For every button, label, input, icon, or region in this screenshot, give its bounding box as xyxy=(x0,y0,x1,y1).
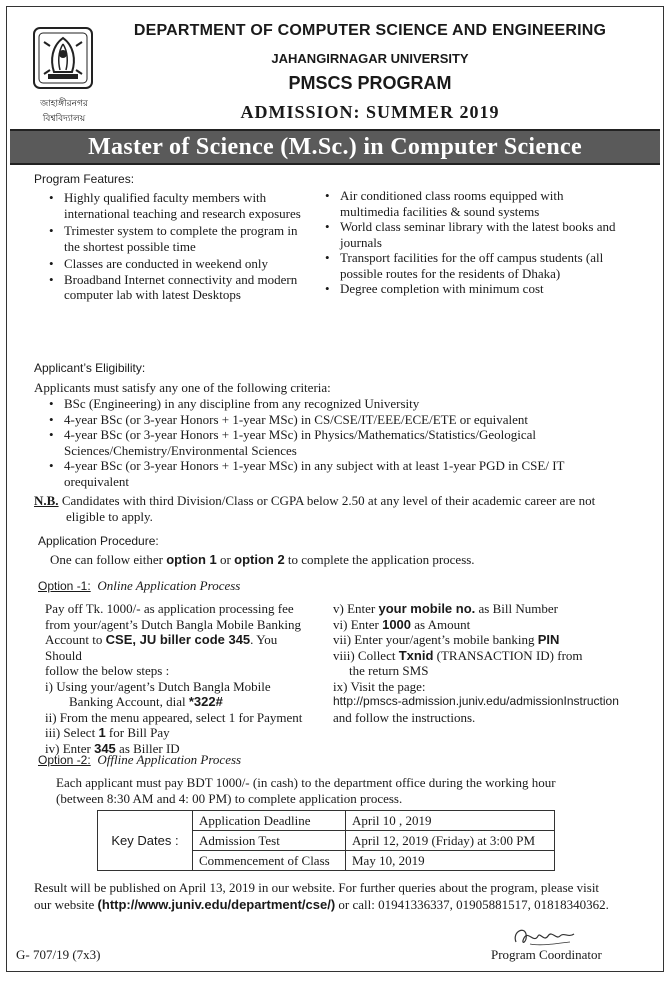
procedure-intro: One can follow either option 1 or option 2 to complete the application process. xyxy=(50,552,475,567)
logo-caption: জাহাঙ্গীরনগর বিশ্ববিদ্যালয় xyxy=(40,99,88,124)
step-item: vi) Enter 1000 as Amount xyxy=(333,616,471,632)
list-item: • 4-year BSc (or 3-year Honors + 1-year MSc) in Physics/Mathematics/Statistics/Geological Sciences/Chemistry/Environmental Sciences xyxy=(46,427,616,458)
department-title: DEPARTMENT OF COMPUTER SCIENCE AND ENGINEERING xyxy=(133,22,607,39)
table-cell: Admission Test xyxy=(193,831,346,851)
option-2-title: Offline Application Process xyxy=(97,752,242,767)
table-row xyxy=(98,811,555,831)
key-dates-table xyxy=(97,810,555,871)
features-list-right xyxy=(322,188,622,297)
step-item: Banking Account, dial *322# xyxy=(69,694,223,709)
step-item: viii) Collect Txnid (TRANSACTION ID) from xyxy=(333,647,583,663)
option-2-ref: option 2 xyxy=(234,552,285,567)
biller-code: CSE, JU biller code 345 xyxy=(105,632,251,647)
list-item: • World class seminar library with the latest books and journals xyxy=(322,219,622,250)
eligibility-intro: Applicants must satisfy any one of the following criteria: xyxy=(34,380,331,395)
step-item: ii) From the menu appeared, select 1 for Payment xyxy=(45,709,303,725)
step-item: vii) Enter your/agent’s mobile banking PIN xyxy=(333,632,560,647)
eligibility-title: Applicant’s Eligibility: xyxy=(34,361,146,375)
text-line: follow the below steps : xyxy=(45,663,170,678)
procedure-title: Application Procedure: xyxy=(38,534,159,548)
list-item: • Classes are conducted in weekend only xyxy=(46,256,308,272)
step-item: the return SMS xyxy=(349,663,429,678)
list-item: • BSc (Engineering) in any discipline from any recognized University xyxy=(46,396,616,412)
admission-session: ADMISSION: SUMMER 2019 xyxy=(240,102,500,122)
nb-label: N.B. xyxy=(34,493,59,508)
option-1-heading xyxy=(38,578,240,594)
nb-text-2: eligible to apply. xyxy=(66,509,153,524)
text-line: Pay off Tk. 1000/- as application processing fee xyxy=(45,601,294,616)
list-item: • Highly qualified faculty members with international teaching and research exposures xyxy=(46,190,308,221)
table-cell: May 10, 2019 xyxy=(346,851,555,871)
option-2-heading xyxy=(38,752,241,768)
option-2-text-1: Each applicant must pay BDT 1000/- (in cash) to the department office during the working hour xyxy=(56,775,556,790)
university-logo-icon xyxy=(30,24,96,92)
list-item: • Trimester system to complete the program in the shortest possible time xyxy=(46,223,308,254)
website-link[interactable]: (http://www.juniv.edu/department/cse/) xyxy=(97,897,336,912)
step-item: ix) Visit the page: xyxy=(333,678,426,694)
option-2-text-2: (between 8:30 AM and 4: 00 PM) to complete application process. xyxy=(56,791,403,806)
table-cell: Commencement of Class xyxy=(193,851,346,871)
admission-url-link[interactable]: http://pmscs-admission.juniv.edu/admissionInstruction xyxy=(333,694,619,708)
table-cell: April 12, 2019 (Friday) at 3:00 PM xyxy=(346,831,555,851)
list-item: • 4-year BSc (or 3-year Honors + 1-year MSc) in any subject with at least 1-year PGD in CSE/ IT orequivalent xyxy=(46,458,616,489)
table-cell: April 10 , 2019 xyxy=(346,811,555,831)
list-item: • Broadband Internet connectivity and modern computer lab with latest Desktops xyxy=(46,272,308,303)
step-item: v) Enter your mobile no. as Bill Number xyxy=(333,601,558,616)
table-cell: Application Deadline xyxy=(193,811,346,831)
option-1-label: Option -1: xyxy=(38,579,91,593)
option-1-title: Online Application Process xyxy=(97,578,241,593)
eligibility-list xyxy=(46,396,616,489)
list-item: • Air conditioned class rooms equipped with multimedia facilities & sound systems xyxy=(322,188,622,219)
features-title: Program Features: xyxy=(34,172,135,186)
features-list-left xyxy=(46,190,308,303)
key-dates-label: Key Dates : xyxy=(98,811,193,871)
list-item: • 4-year BSc (or 3-year Honors + 1-year MSc) in CS/CSE/IT/EEE/ECE/ETE or equivalent xyxy=(46,412,616,428)
university-name: JAHANGIRNAGAR UNIVERSITY xyxy=(271,51,469,66)
nb-text: Candidates with third Division/Class or CGPA below 2.50 at any level of their academic career are not xyxy=(61,493,596,508)
result-text-1: Result will be published on April 13, 2019 in our website. For further queries about the program, please visit xyxy=(34,880,600,895)
step-item: and follow the instructions. xyxy=(333,709,476,725)
signer-title: Program Coordinator xyxy=(491,947,602,962)
nb-note xyxy=(34,493,634,509)
program-name: PMSCS PROGRAM xyxy=(288,73,452,93)
step-item: iii) Select 1 for Bill Pay xyxy=(45,725,170,740)
result-text-2: our website (http://www.juniv.edu/department/cse/) or call: 01941336337, 01905881517, 01818340362. xyxy=(34,897,609,912)
banner-text: Master of Science (M.Sc.) in Computer Science xyxy=(88,134,582,160)
notice-code: G- 707/19 (7x3) xyxy=(16,947,101,962)
option-1-ref: option 1 xyxy=(166,552,217,567)
text-line: from your/agent’s Dutch Bangla Mobile Banking xyxy=(45,616,301,632)
degree-banner xyxy=(10,129,660,165)
option-1-right-column xyxy=(333,601,663,725)
text-line: Account to CSE, JU biller code 345. You Should xyxy=(45,632,278,663)
list-item: • Transport facilities for the off campus students (all possible routes for the residents of Dhaka) xyxy=(322,250,622,281)
option-1-left-column xyxy=(45,601,315,756)
list-item: • Degree completion with minimum cost xyxy=(322,281,622,297)
option-2-label: Option -2: xyxy=(38,753,91,767)
step-item: i) Using your/agent’s Dutch Bangla Mobile xyxy=(45,678,271,694)
step-item: iv) Enter 345 as Biller ID xyxy=(45,740,180,756)
